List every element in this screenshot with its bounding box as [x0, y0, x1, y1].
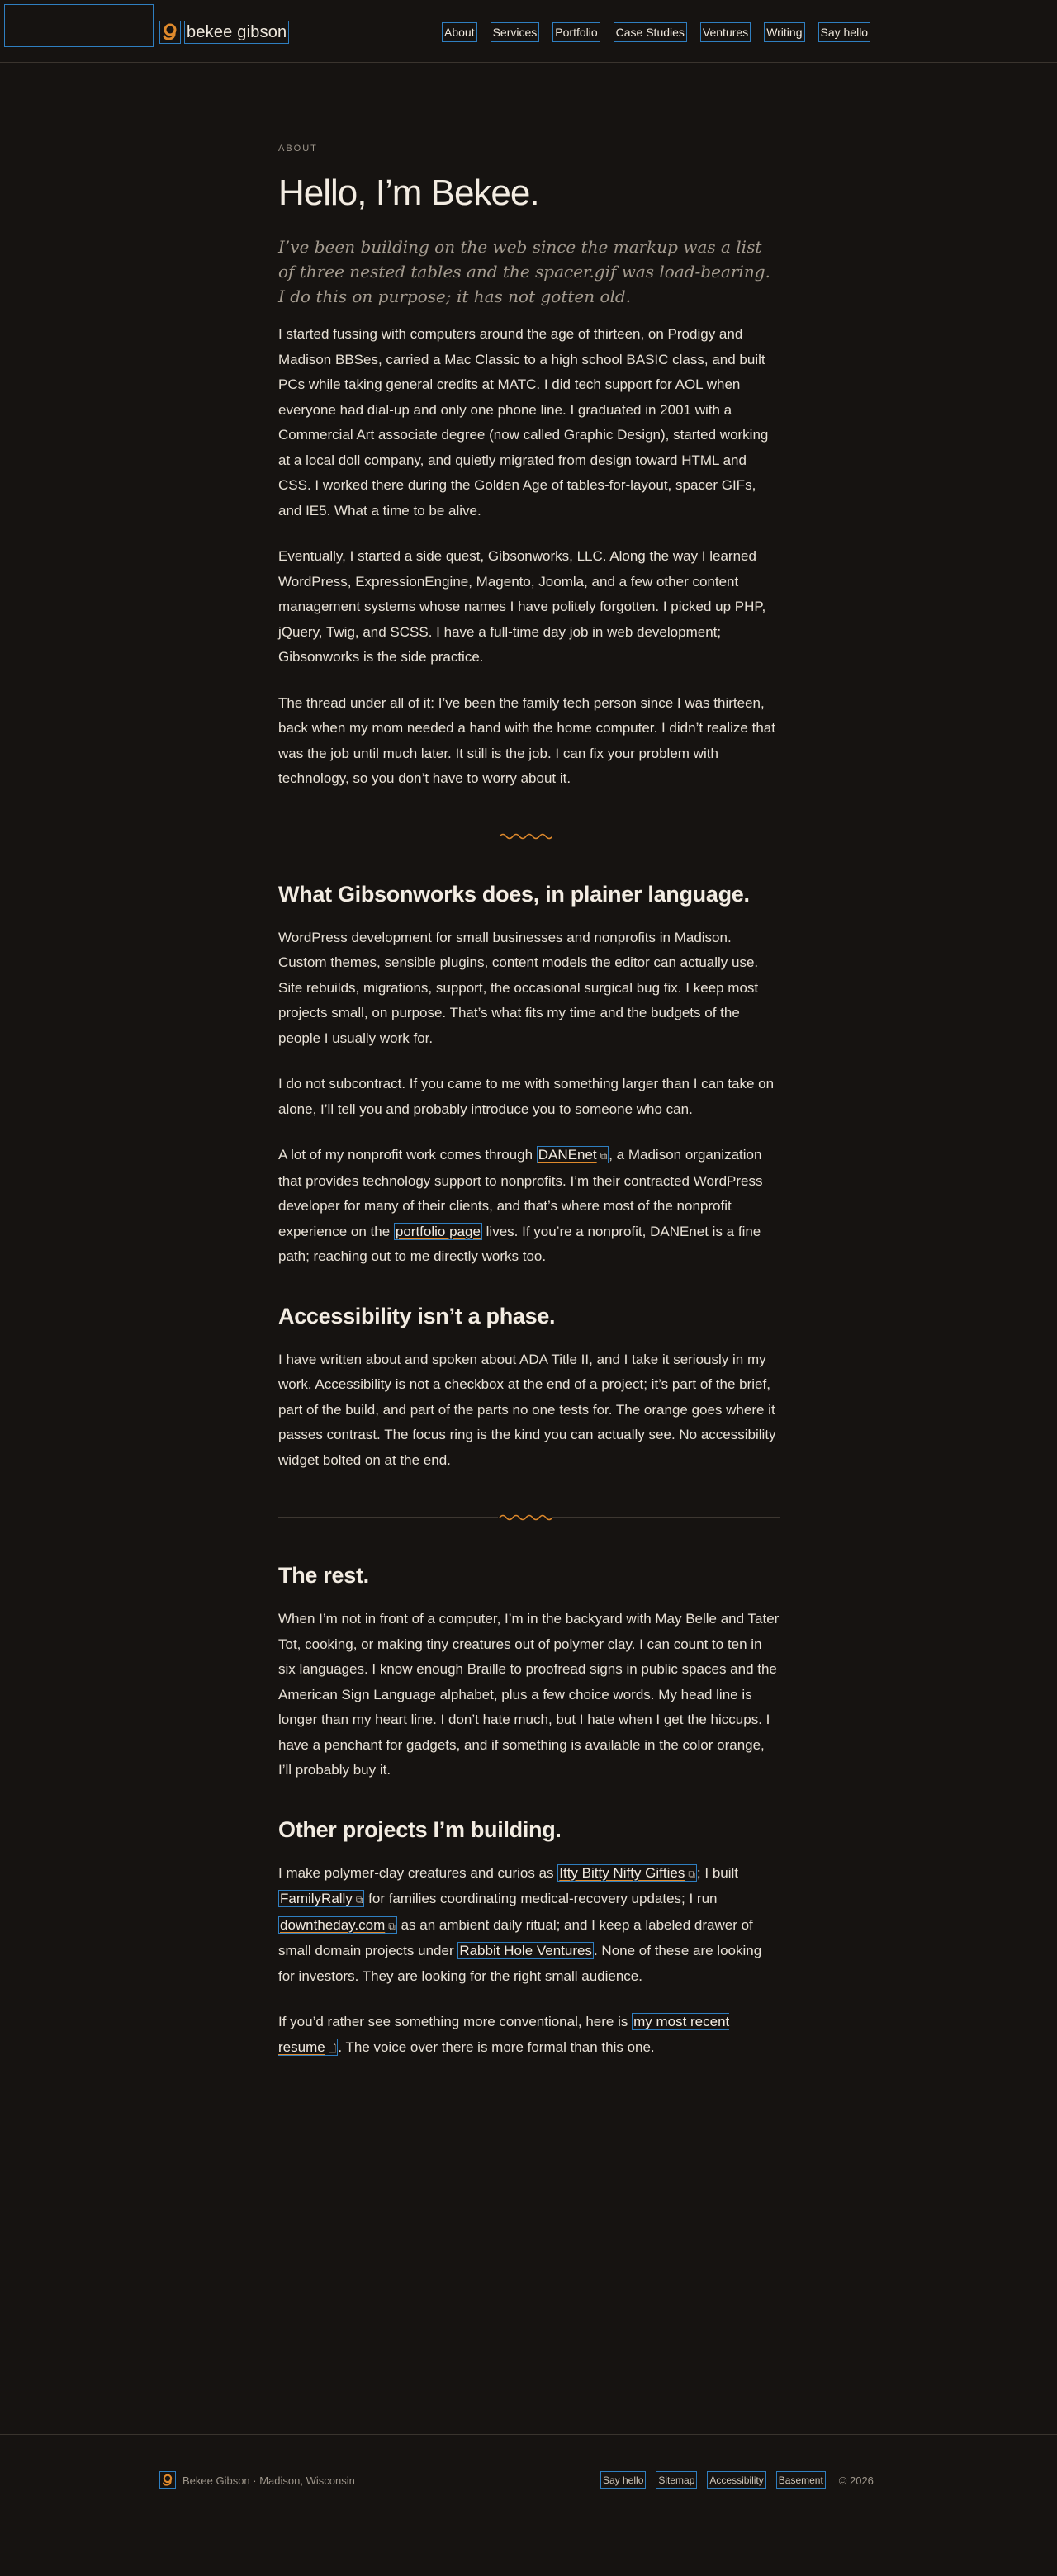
other-projects-paragraph — [278, 1861, 780, 1990]
text-fragment: I make polymer-clay creatures and curios as — [278, 1864, 558, 1881]
external-link-icon: ⧉ — [688, 1868, 695, 1880]
downtheday-link-label: downtheday.com — [280, 1916, 386, 1933]
intro-lede: I’ve been building on the web since the markup was a list of three nested tables and the spacer.gif was load-bearing. I do this on purpose; it has not gotten old. — [278, 237, 770, 306]
familyrally-link-label: FamilyRally — [280, 1891, 353, 1906]
text-fragment: for families coordinating medical-recovery updates; I run — [364, 1891, 718, 1906]
text-fragment: . None of these are looking for investors. They are looking for the right small audience. — [278, 1943, 762, 1984]
squiggle-divider-icon — [498, 831, 552, 842]
section-divider — [278, 828, 780, 845]
about-paragraph-3: The thread under all of it: I’ve been the family tech person since I was thirteen, back when my mom needed a hand with the home computer. I didn’t realize that was the job until much later. It still is the job. I can fix your problem with technology, so you don’t have to worry about it. — [278, 694, 775, 786]
footer-brand — [159, 2471, 355, 2489]
portfolio-page-link[interactable]: portfolio page — [395, 1223, 481, 1239]
section-divider — [278, 1509, 780, 1526]
gibsonworks-paragraph-2: I do not subcontract. If you came to me with something larger than I can take on alone, I’ll tell you and probably introduce you to someone who can. — [278, 1076, 775, 1117]
rabbit-hole-ventures-link[interactable]: Rabbit Hole Ventures — [459, 1943, 592, 1958]
main-content — [278, 132, 780, 2081]
nav-portfolio[interactable]: Portfolio — [552, 22, 600, 42]
nav-say-hello[interactable]: Say hello — [818, 22, 871, 42]
text-fragment: , a Madison organization that provides technology support to nonprofits. I’m their contracted WordPress developer for many of their clients, and that’s where most of the nonprofit experience on the — [278, 1147, 763, 1239]
nav-ventures[interactable]: Ventures — [700, 22, 751, 42]
nav-about[interactable]: About — [442, 22, 477, 42]
external-link-icon: ⧉ — [388, 1920, 396, 1932]
itty-link-label: Itty Bitty Nifty Gifties — [559, 1864, 685, 1881]
nav-case-studies[interactable]: Case Studies — [614, 22, 687, 42]
accessibility-paragraph: I have written about and spoken about ADA Title II, and I take it seriously in my work. Accessibility is not a checkbox at the end of a project; it’s part of the brief, part of the build, and part of the parts no one tests for. The orange goes where it passes contrast. The focus ring is the kind you can actually see. No accessibility widget bolted on at the end. — [278, 1351, 776, 1468]
text-fragment: A lot of my nonprofit work comes through — [278, 1147, 537, 1163]
text-fragment: lives. If you’re a nonprofit, DANEnet is a fine path; reaching out to me directly works too. — [278, 1223, 761, 1264]
itty-bitty-nifty-gifties-link[interactable] — [557, 1864, 697, 1882]
footer-sitemap-link[interactable]: Sitemap — [656, 2471, 697, 2489]
other-projects-heading: Other projects I’m building. — [278, 1816, 562, 1842]
page-eyebrow: ABOUT — [278, 144, 318, 154]
bekee-logo-icon — [159, 21, 181, 44]
page-title: Hello, I’m Bekee. — [278, 173, 539, 213]
familyrally-link[interactable] — [278, 1890, 364, 1907]
squiggle-divider-icon — [498, 1512, 552, 1523]
brand-home-link[interactable] — [159, 20, 289, 45]
footer-nav — [600, 2471, 874, 2489]
main-nav — [442, 22, 884, 42]
nav-services[interactable]: Services — [491, 22, 540, 42]
danenet-link[interactable] — [537, 1146, 609, 1163]
bekee-logo-icon — [162, 2474, 173, 2487]
footer-accessibility-link[interactable]: Accessibility — [707, 2471, 765, 2489]
footer-logo-link[interactable] — [159, 2471, 176, 2489]
text-fragment: . The voice over there is more formal than this one. — [338, 2039, 655, 2055]
the-rest-paragraph: When I’m not in front of a computer, I’m in the backyard with May Belle and Tater Tot, cooking, or making tiny creatures out of polymer clay. I can count to ten in six languages. I know enough Braille to proofread signs in public spaces and the American Sign Language alphabet, plus a few choice words. My head line is longer than my heart line. I don’t hate much, but I hate when I get the hiccups. I have a penchant for gadgets, and if something is available in the color orange, I’ll probably buy it. — [278, 1611, 780, 1778]
the-rest-heading: The rest. — [278, 1563, 369, 1588]
site-header — [0, 0, 1057, 63]
gibsonworks-paragraph-1: WordPress development for small businesses and nonprofits in Madison. Custom themes, sensible plugins, content models the editor can actually use. Site rebuilds, migrations, support, the occasional surgical bug fix. I keep most projects small, on purpose. That’s what fits my time and the budgets of the people I usually work for. — [278, 929, 759, 1046]
copyright: © 2026 — [838, 2474, 874, 2487]
resume-paragraph — [278, 2010, 780, 2061]
site-footer — [0, 2434, 1057, 2576]
footer-say-hello-link[interactable]: Say hello — [600, 2471, 646, 2489]
nav-writing[interactable]: Writing — [764, 22, 804, 42]
skip-to-content-link[interactable] — [4, 4, 154, 47]
downtheday-link[interactable] — [278, 1916, 397, 1934]
text-fragment: ; I built — [696, 1864, 739, 1881]
footer-tagline: Bekee Gibson · Madison, Wisconsin — [182, 2474, 355, 2487]
document-icon: 🗋 — [328, 2042, 337, 2054]
gibsonworks-paragraph-3 — [278, 1143, 780, 1270]
external-link-icon: ⧉ — [600, 1150, 608, 1162]
external-link-icon: ⧉ — [355, 1894, 363, 1906]
resume-link-label: my most recent resume — [278, 2014, 730, 2055]
gibsonworks-heading: What Gibsonworks does, in plainer language. — [278, 881, 750, 907]
accessibility-heading: Accessibility isn’t a phase. — [278, 1303, 556, 1328]
footer-basement-link[interactable]: Basement — [776, 2471, 826, 2489]
brand-name: bekee gibson — [184, 21, 289, 44]
text-fragment: as an ambient daily ritual; and I keep a labeled drawer of small domain projects under — [278, 1916, 753, 1958]
danenet-link-label: DANEnet — [538, 1147, 597, 1163]
text-fragment: If you’d rather see something more conventional, here is — [278, 2014, 633, 2029]
about-paragraph-1: I started fussing with computers around the age of thirteen, on Prodigy and Madison BBSes, carried a Mac Classic to a high school BASIC class, and built PCs while taking general credits at MATC. I did tech support for AOL when everyone had dial-up and only one phone line. I graduated in 2001 with a Commercial Art associate degree (now called Graphic Design), started working at a local doll company, and quietly migrated from design toward HTML and CSS. I worked there during the Golden Age of tables-for-layout, spacer GIFs, and IE5. What a time to be alive. — [278, 326, 769, 519]
about-paragraph-2: Eventually, I started a side quest, Gibsonworks, LLC. Along the way I learned WordPress, ExpressionEngine, Magento, Joomla, and a few other content management systems whose names I have politely forgotten. I picked up PHP, jQuery, Twig, and SCSS. I have a full-time day job in web development; Gibsonworks is the side practice. — [278, 548, 766, 665]
